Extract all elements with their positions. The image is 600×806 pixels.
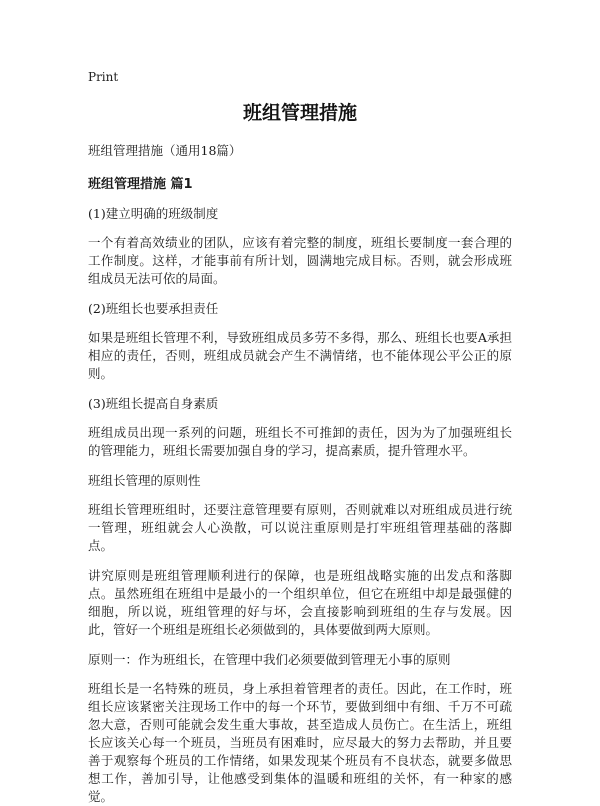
document-title: 班组管理措施 — [242, 102, 357, 124]
paragraph-heading: (3)班组长提高自身素质 — [88, 396, 219, 411]
print-link[interactable]: Print — [88, 70, 119, 84]
document-subtitle: 班组管理措施（通用18篇） — [88, 143, 242, 158]
paragraph-heading: (1)建立明确的班级制度 — [88, 206, 219, 221]
section-heading: 班组管理措施 篇1 — [88, 177, 193, 192]
body-paragraph: 班组长管理班组时，还要注意管理要有原则，否则就难以对班组成员进行统一管理，班组就会人心涣散，可以说注重原则是打牢班组管理基础的落脚点。 — [88, 502, 512, 553]
paragraph-heading: 班组长管理的原则性 — [88, 473, 201, 488]
paragraph-heading: 原则一：作为班组长，在管理中我们必须要做到管理无小事的原则 — [88, 652, 451, 667]
body-paragraph: 一个有着高效绩业的团队，应该有着完整的制度，班组长要制度一套合理的工作制度。这样，才能事前有所计划，圆满地完成目标。否则，就会形成班组成员无法可依的局面。 — [88, 235, 512, 286]
paragraph-heading: (2)班组长也要承担责任 — [88, 301, 219, 316]
body-paragraph: 如果是班组长管理不利，导致班组成员多劳不多得，那么、班组长也要A承担相应的责任，否则，班组成员就会产生不满情绪，也不能体现公平公正的原则。 — [88, 330, 512, 381]
body-paragraph: 班组成员出现一系列的问题，班组长不可推卸的责任，因为为了加强班组长的管理能力，班组长需要加强自身的学习，提高素质，提升管理水平。 — [88, 425, 512, 458]
body-paragraph: 班组长是一名特殊的班员，身上承担着管理者的责任。因此，在工作时，班组长应该紧密关注现场工作中的每一个环节，要做到细中有细、千万不可疏忽大意，否则可能就会发生重大事故，甚至造成人员伤亡。在生活上，班组长应该关心每一个班员，当班员有困难时，应尽最大的努力去帮助，并且要善于观察每个班员的工作情绪，如果发现某个班员有不良状态，就要多做思想工作，善加引导，让他感受到集体的温暖和班组的关怀，有一种家的感觉。 — [88, 681, 512, 804]
body-paragraph: 讲究原则是班组管理顺利进行的保障，也是班组战略实施的出发点和落脚点。虽然班组在班组中是最小的一个组织单位，但它在班组中却是最强健的细胞，所以说，班组管理的好与坏，会直接影响到班组的生存与发展。因此，管好一个班组是班组长必须做到的，具体要做到两大原则。 — [88, 568, 512, 637]
